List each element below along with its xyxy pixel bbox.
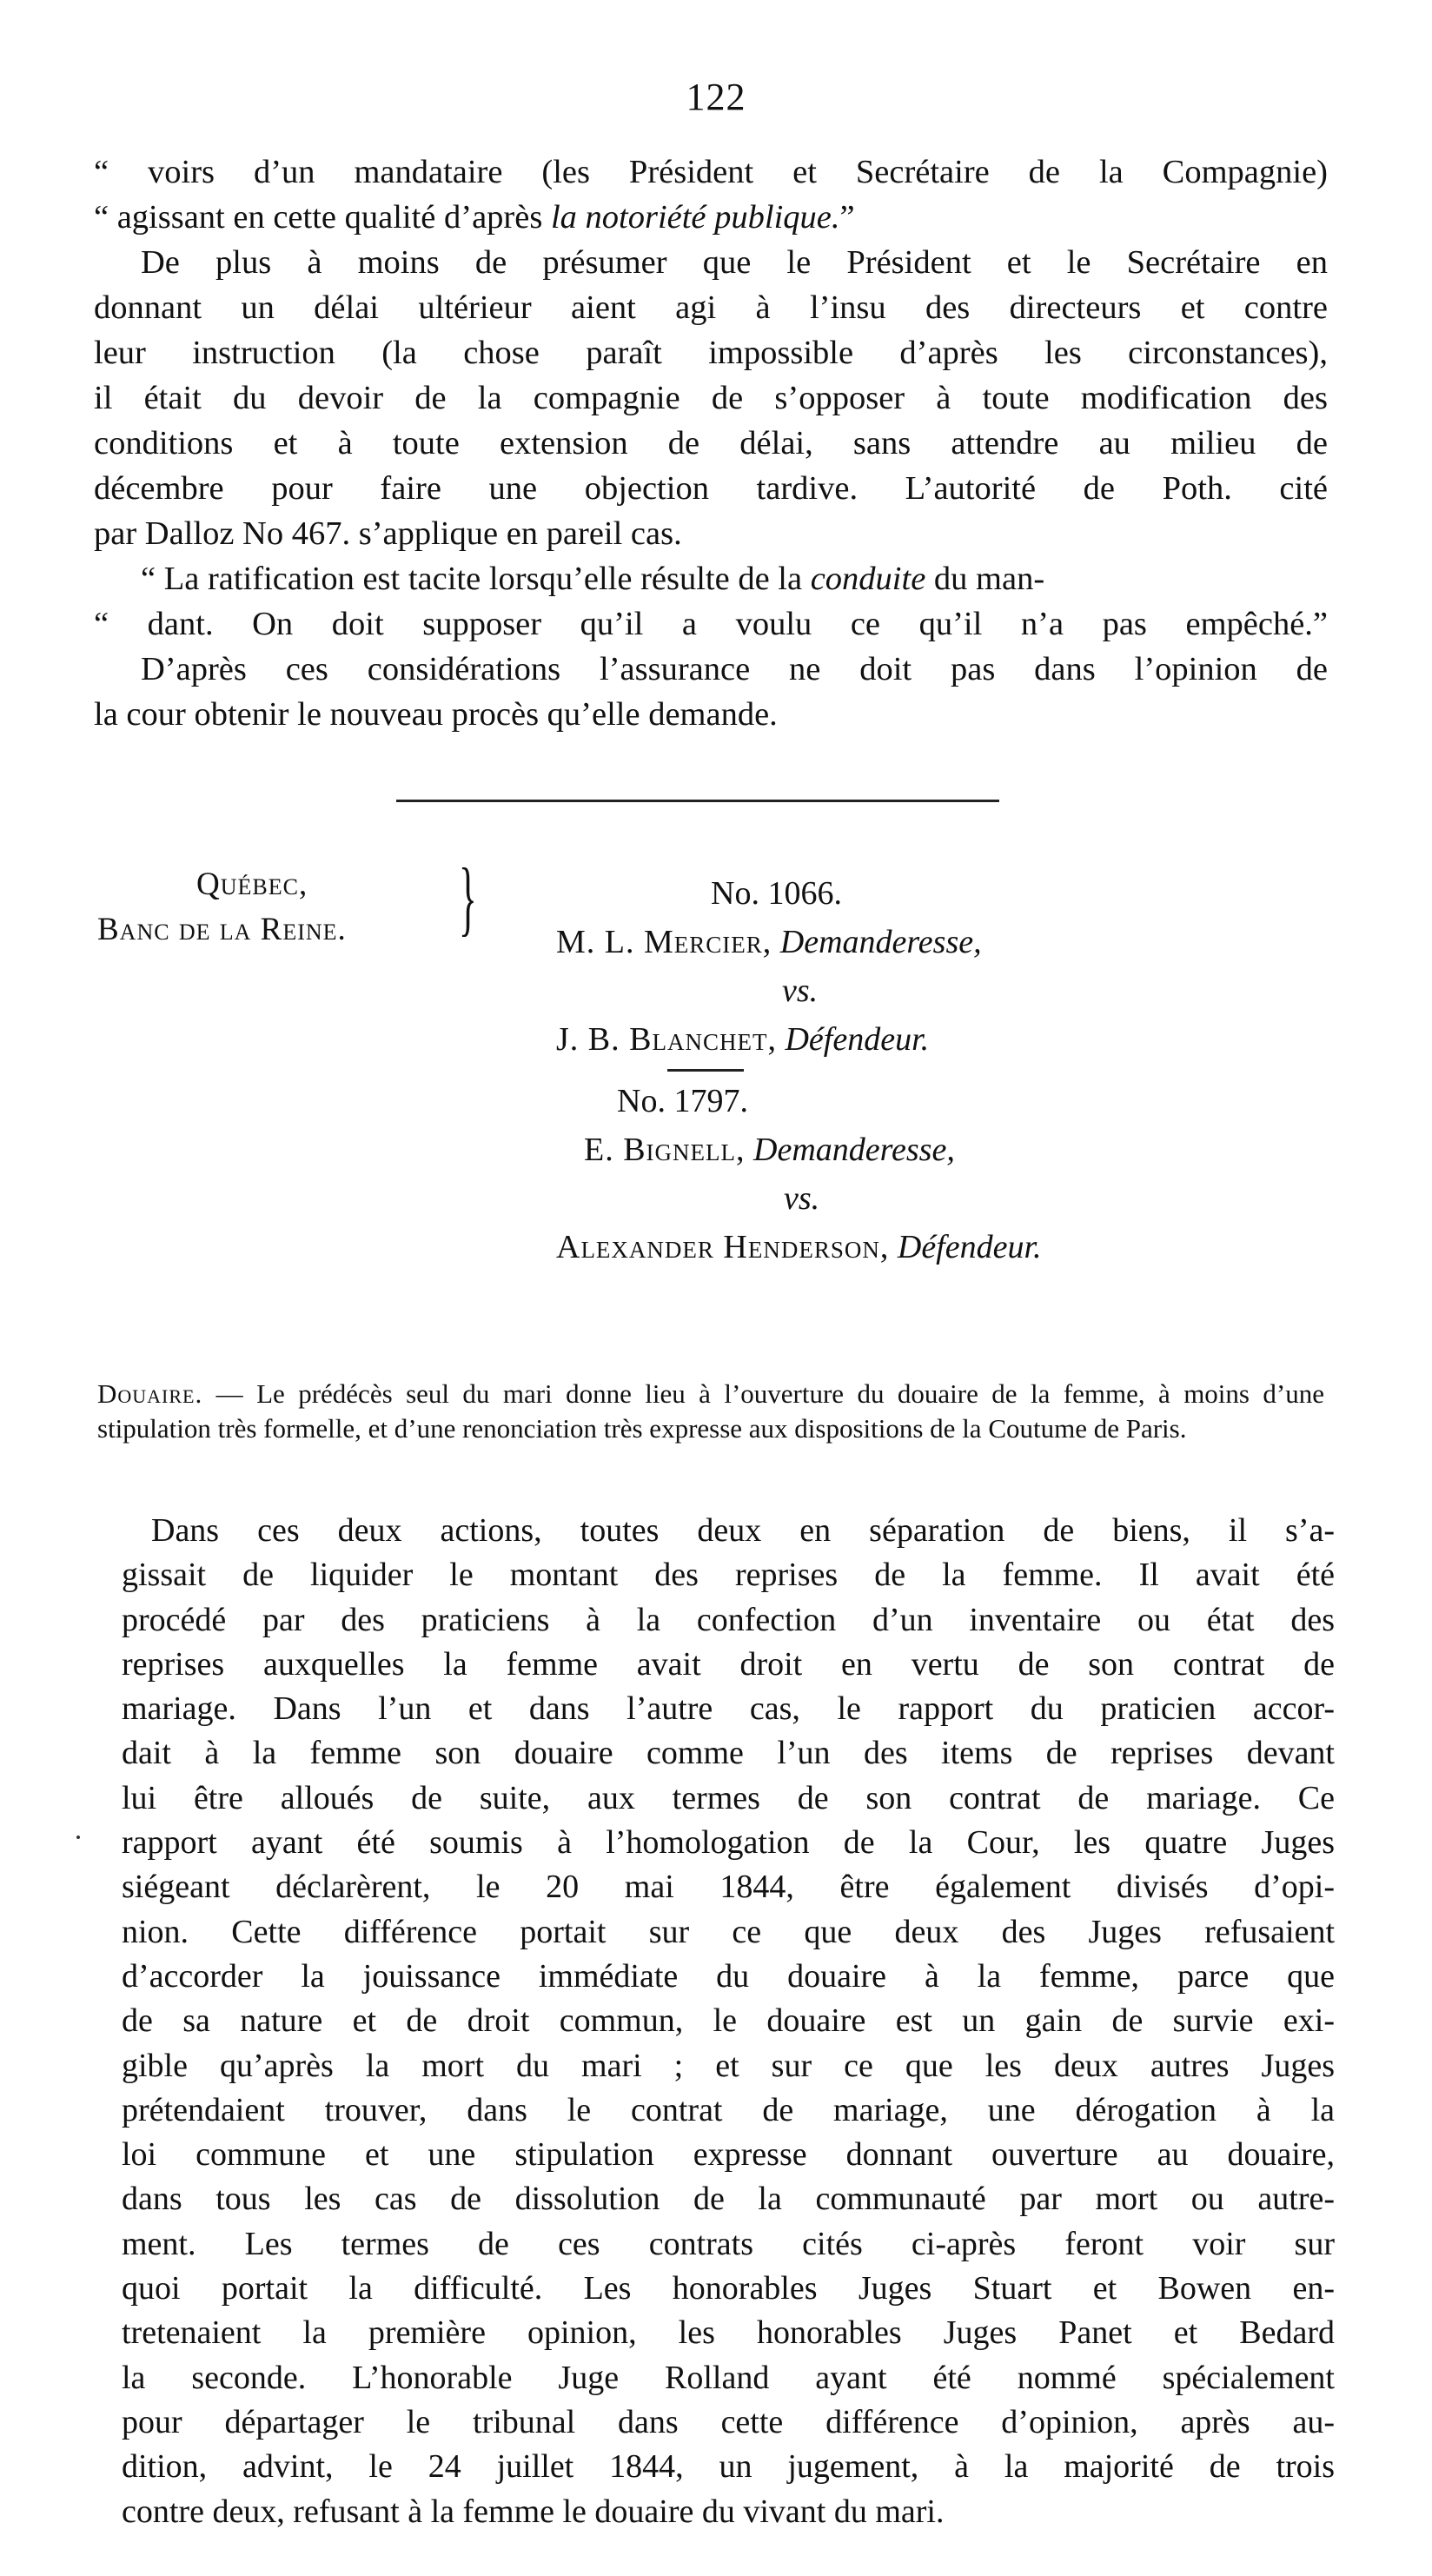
plaintiff: E. Bignell, Demanderesse, <box>584 1132 955 1168</box>
headnote-keyword: Douaire. <box>97 1378 203 1409</box>
headnote-summary <box>97 1377 1324 1446</box>
case-number: No. 1797. <box>617 1083 748 1119</box>
text-line: “ agissant en cette qualité d’après la notoriété publique.” <box>94 199 855 236</box>
text-line: procédé par des praticiens à la confection d’un inventaire ou état des <box>122 1601 1335 1638</box>
text-line: tretenaient la première opinion, les honorables Juges Panet et Bedard <box>122 2314 1335 2352</box>
defendant: J. B. Blanchet, Défendeur. <box>556 1021 930 1058</box>
margin-mark <box>76 1836 80 1839</box>
text-line: la seconde. L’honorable Juge Rolland ayant été nommé spécialement <box>122 2359 1335 2396</box>
text-line: pour départager le tribunal dans cette différence d’opinion, après au- <box>122 2403 1335 2440</box>
text-line: reprises auxquelles la femme avait droit en vertu de son contrat de <box>122 1645 1335 1683</box>
court-city: Québec, <box>196 866 308 902</box>
text-line: ment. Les termes de ces contrats cités ci-après feront voir sur <box>122 2225 1335 2262</box>
text-line: mariage. Dans l’un et dans l’autre cas, le rapport du praticien accor- <box>122 1690 1335 1728</box>
text-line: dition, advint, le 24 juillet 1844, un jugement, à la majorité de trois <box>122 2448 1335 2486</box>
defendant: Alexander Henderson, Défendeur. <box>556 1229 1042 1265</box>
page-number: 122 <box>686 76 746 118</box>
case-caption <box>556 869 1338 1271</box>
text-line: il était du devoir de la compagnie de s’opposer à toute modification des <box>94 380 1328 416</box>
brace-symbol: } <box>459 851 477 944</box>
text-line: De plus à moins de présumer que le Président et le Secrétaire en <box>141 244 1328 281</box>
text-line: gissait de liquider le montant des reprises de la femme. Il avait été <box>122 1557 1335 1594</box>
text-line: D’après ces considérations l’assurance ne doit pas dans l’opinion de <box>141 651 1328 687</box>
text-line: prétendaient trouver, dans le contrat de mariage, une dérogation à la <box>122 2091 1335 2128</box>
text-line: dans tous les cas de dissolution de la communauté par mort ou autre- <box>122 2181 1335 2218</box>
text-line: donnant un délai ultérieur aient agi à l’insu des directeurs et contre <box>94 289 1328 326</box>
text-line: quoi portait la difficulté. Les honorables Juges Stuart et Bowen en- <box>122 2270 1335 2307</box>
text-line: leur instruction (la chose paraît impossible d’après les circonstances), <box>94 335 1328 371</box>
text-line: de sa nature et de droit commun, le douaire est un gain de survie exi- <box>122 2002 1335 2040</box>
text-line: par Dalloz No 467. s’applique en pareil cas. <box>94 515 682 552</box>
section-divider <box>396 800 999 802</box>
text-line: rapport ayant été soumis à l’homologation de la Cour, les quatre Juges <box>122 1824 1335 1862</box>
case-divider <box>667 1069 744 1072</box>
text-line: Dans ces deux actions, toutes deux en séparation de biens, il s’a- <box>151 1512 1335 1549</box>
text-line: gible qu’après la mort du mari ; et sur ce que les deux autres Juges <box>122 2047 1335 2084</box>
text-line: décembre pour faire une objection tardive. L’autorité de Poth. cité <box>94 470 1328 507</box>
text-line: siégeant déclarèrent, le 20 mai 1844, être également divisés d’opi- <box>122 1869 1335 1906</box>
text-line: “ dant. On doit supposer qu’il a voulu ce qu’il n’a pas empêché.” <box>94 606 1328 642</box>
headnote-text: — Le prédécès seul du mari donne lieu à l’ouverture du douaire de la femme, à moins d’une stipulation très formelle, et d’une renonciation très expresse aux dispositions de la Coutume de Paris. <box>97 1378 1324 1444</box>
body-paragraph <box>122 1509 1335 2534</box>
court-heading <box>97 862 347 953</box>
case-number: No. 1066. <box>711 875 842 912</box>
text-line: nion. Cette différence portait sur ce que deux des Juges refusaient <box>122 1913 1335 1950</box>
court-bench: Banc de la Reine. <box>97 912 347 947</box>
versus: vs. <box>782 973 819 1009</box>
previous-judgment-conclusion <box>94 149 1328 737</box>
text-line: conditions et à toute extension de délai, sans attendre au milieu de <box>94 425 1328 461</box>
versus: vs. <box>784 1180 820 1217</box>
italic-word: conduite <box>810 561 926 597</box>
text-line: contre deux, refusant à la femme le douaire du vivant du mari. <box>122 2493 945 2530</box>
text-line: dait à la femme son douaire comme l’un des items de reprises devant <box>122 1735 1335 1772</box>
text-line: loi commune et une stipulation expresse donnant ouverture au douaire, <box>122 2136 1335 2174</box>
text-line: “ voirs d’un mandataire (les Président et Secrétaire de la Compagnie) <box>94 154 1328 190</box>
text-line: d’accorder la jouissance immédiate du douaire à la femme, parce que <box>122 1957 1335 1995</box>
text-line: la cour obtenir le nouveau procès qu’elle demande. <box>94 696 778 733</box>
text-line: “ La ratification est tacite lorsqu’elle résulte de la conduite du man- <box>141 561 1045 597</box>
italic-phrase: la notoriété publique. <box>550 199 840 236</box>
text-line: lui être alloués de suite, aux termes de son contrat de mariage. Ce <box>122 1779 1335 1816</box>
plaintiff: M. L. Mercier, Demanderesse, <box>556 924 982 960</box>
